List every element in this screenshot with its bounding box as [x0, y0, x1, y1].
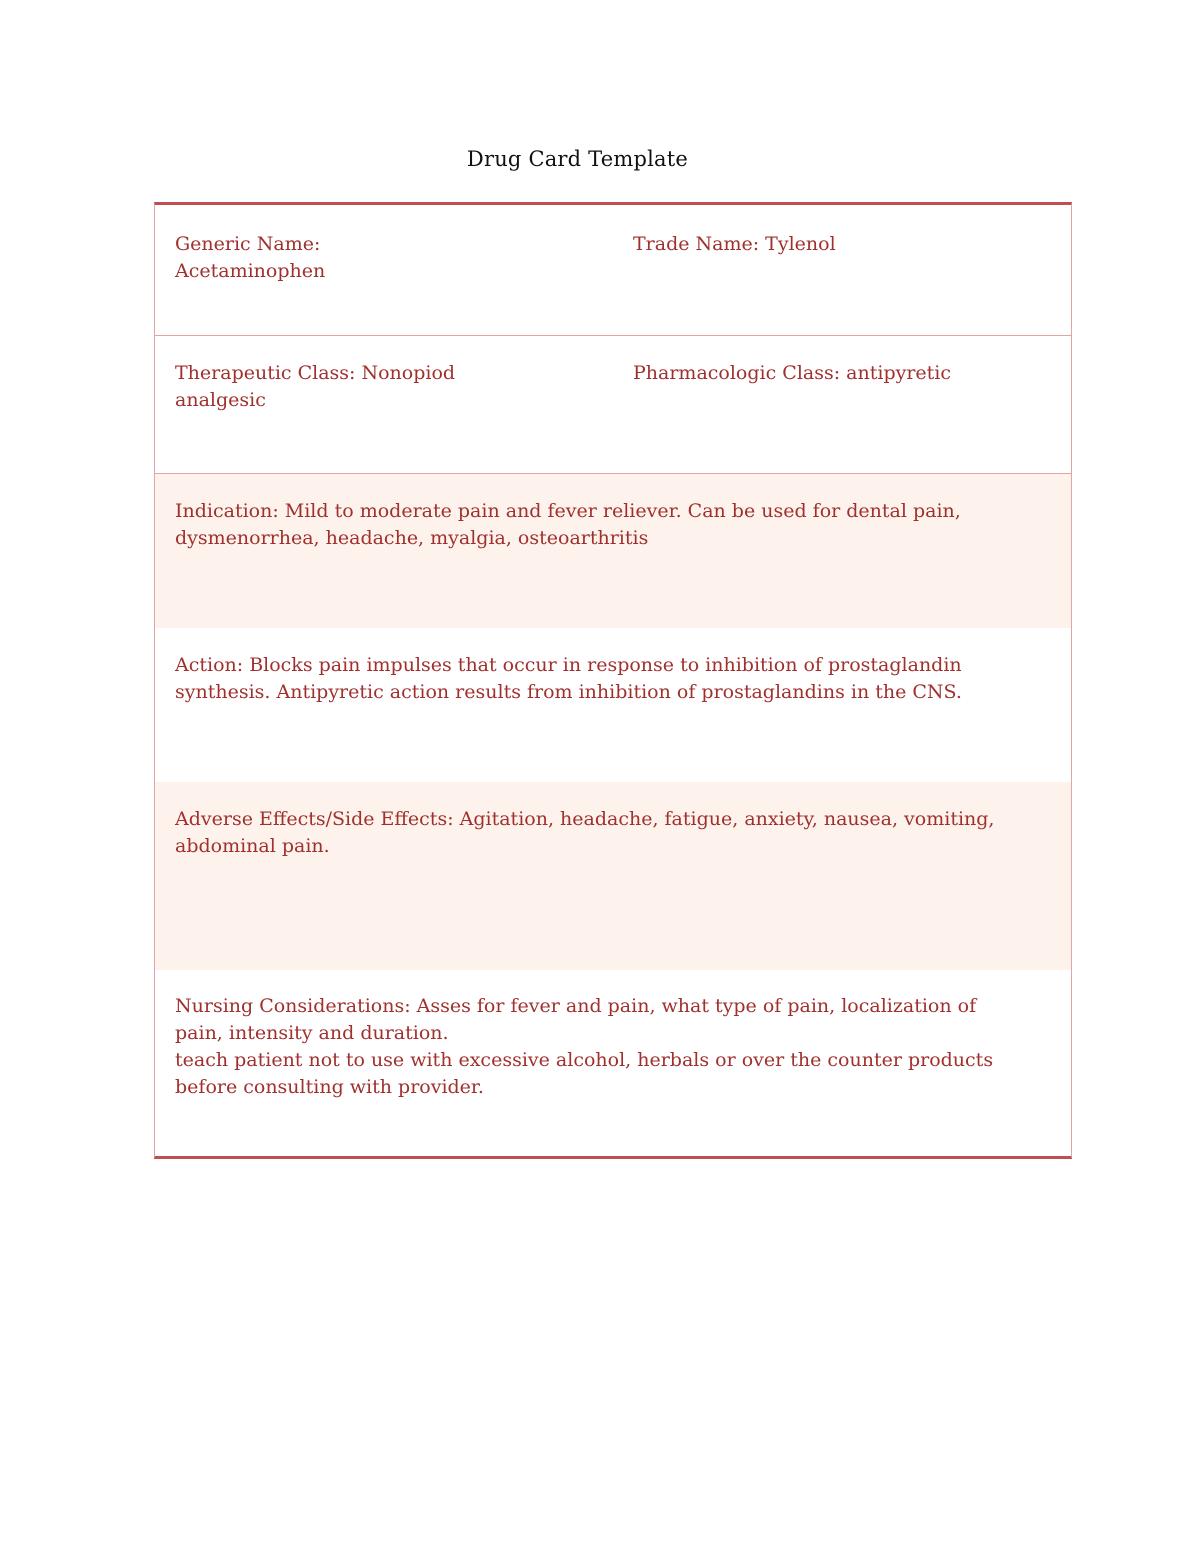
therapeutic-class-cell — [175, 360, 633, 473]
generic-name-cell — [175, 231, 633, 335]
nursing-considerations-line3: teach patient not to use with excessive alcohol, herbals or over the counter products — [175, 1049, 994, 1071]
drug-card-table — [154, 202, 1072, 1159]
nursing-considerations-line2: pain, intensity and duration. — [175, 1022, 449, 1044]
therapeutic-class-line2: analgesic — [175, 389, 266, 411]
adverse-effects-line1: Adverse Effects/Side Effects: Agitation, headache, fatigue, anxiety, nausea, vomiting, — [175, 808, 995, 830]
indication-line1: Indication: Mild to moderate pain and fever reliever. Can be used for dental pain, — [175, 500, 961, 522]
action-row — [155, 628, 1071, 782]
adverse-effects-line2: abdominal pain. — [175, 835, 330, 857]
indication-line2: dysmenorrhea, headache, myalgia, osteoarthritis — [175, 527, 649, 549]
page-title: Drug Card Template — [466, 147, 689, 171]
action-line1: Action: Blocks pain impulses that occur in response to inhibition of prostaglandin — [175, 654, 962, 676]
pharmacologic-class-cell — [633, 360, 1051, 473]
trade-name-cell — [633, 231, 1051, 335]
names-row — [155, 205, 1071, 336]
indication-row — [155, 474, 1071, 628]
trade-name-text: Trade Name: Tylenol — [633, 233, 836, 255]
therapeutic-class-line1: Therapeutic Class: Nonopiod — [175, 362, 456, 384]
generic-name-label: Generic Name: — [175, 233, 321, 255]
generic-name-value: Acetaminophen — [175, 260, 326, 282]
pharmacologic-class-text: Pharmacologic Class: antipyretic — [633, 362, 952, 384]
nursing-considerations-line4: before consulting with provider. — [175, 1076, 484, 1098]
action-line2: synthesis. Antipyretic action results from inhibition of prostaglandins in the CNS. — [175, 681, 962, 703]
adverse-effects-row — [155, 782, 1071, 970]
nursing-considerations-line1: Nursing Considerations: Asses for fever and pain, what type of pain, localization of — [175, 995, 977, 1017]
classes-row — [155, 336, 1071, 474]
nursing-considerations-row — [155, 970, 1071, 1156]
